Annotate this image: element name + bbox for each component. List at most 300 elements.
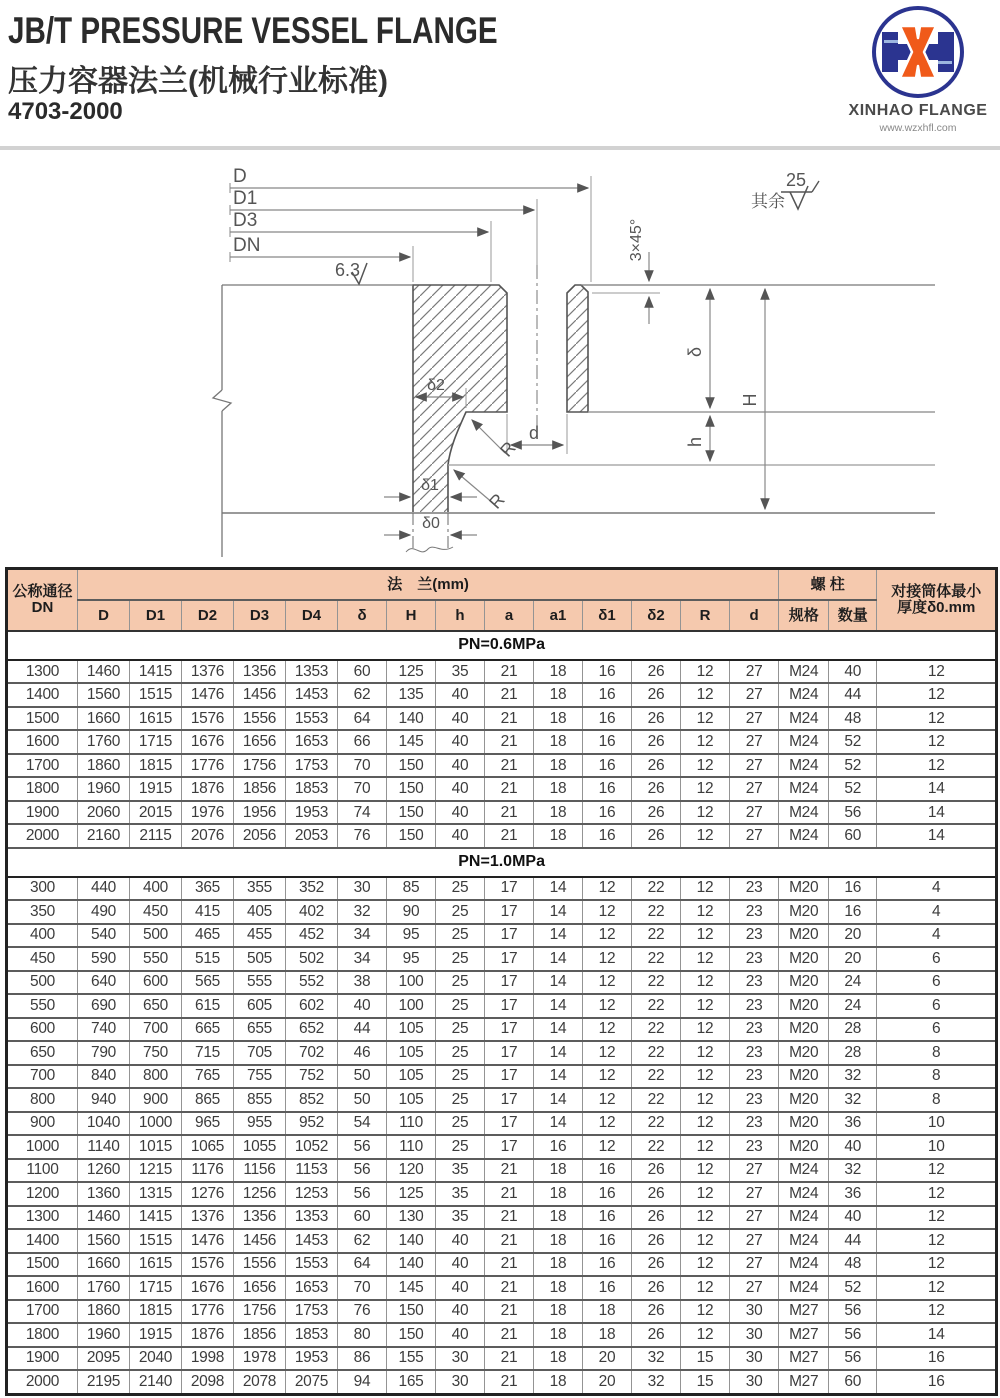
- table-row: [7, 777, 997, 800]
- table-cell: 26: [632, 777, 681, 800]
- table-cell: 26: [632, 1206, 681, 1229]
- table-cell: 26: [632, 1276, 681, 1299]
- table-cell: M24: [779, 660, 829, 683]
- table-cell: 16: [583, 777, 632, 800]
- table-cell: 12: [681, 971, 730, 994]
- table-cell: 32: [632, 1370, 681, 1394]
- table-cell: 100: [387, 994, 436, 1017]
- table-row: [7, 1159, 997, 1182]
- table-cell: 12: [681, 1276, 730, 1299]
- header-dn: [7, 569, 78, 632]
- table-cell: 12: [681, 1229, 730, 1252]
- table-cell: 400: [130, 877, 182, 900]
- table-cell: 22: [632, 1041, 681, 1064]
- table-cell: 12: [877, 1300, 997, 1323]
- table-cell: M20: [779, 1088, 829, 1111]
- page-subtitle-cn: 压力容器法兰(机械行业标准): [8, 65, 388, 98]
- table-cell: 1776: [182, 754, 234, 777]
- table-cell: 1453: [286, 683, 338, 706]
- table-cell: 40: [436, 683, 485, 706]
- table-cell: 1653: [286, 1276, 338, 1299]
- table-cell: 12: [877, 707, 997, 730]
- table-cell: 27: [730, 824, 779, 847]
- table-cell: 965: [182, 1112, 234, 1135]
- table-cell: 26: [632, 730, 681, 753]
- table-cell: 1176: [182, 1159, 234, 1182]
- table-cell: 955: [234, 1112, 286, 1135]
- table-cell: 12: [877, 1206, 997, 1229]
- table-cell: 140: [387, 707, 436, 730]
- table-cell: 490: [78, 900, 130, 923]
- table-cell: 700: [130, 1018, 182, 1041]
- table-cell: 1560: [78, 683, 130, 706]
- table-cell: 702: [286, 1041, 338, 1064]
- table-cell: 12: [681, 1253, 730, 1276]
- table-cell: 1276: [182, 1182, 234, 1205]
- table-cell: 14: [534, 900, 583, 923]
- table-cell: 12: [583, 877, 632, 900]
- table-row: [7, 924, 997, 947]
- header-dn-en: DN: [31, 599, 54, 616]
- table-cell: M27: [779, 1300, 829, 1323]
- table-cell: 80: [338, 1323, 387, 1346]
- table-cell: 16: [583, 1159, 632, 1182]
- table-cell: 16: [583, 730, 632, 753]
- table-cell: 22: [632, 1135, 681, 1158]
- table-cell: 20: [829, 924, 877, 947]
- table-cell: 715: [182, 1041, 234, 1064]
- table-cell: 60: [338, 1206, 387, 1229]
- table-cell: M24: [779, 1276, 829, 1299]
- table-cell: 700: [7, 1065, 78, 1088]
- col-header: a: [485, 600, 534, 631]
- table-cell: 1776: [182, 1300, 234, 1323]
- table-cell: 1015: [130, 1135, 182, 1158]
- table-cell: 76: [338, 824, 387, 847]
- table-cell: 12: [681, 1135, 730, 1158]
- table-cell: 17: [485, 1041, 534, 1064]
- table-cell: 16: [583, 824, 632, 847]
- table-cell: 70: [338, 777, 387, 800]
- table-cell: 755: [234, 1065, 286, 1088]
- table-cell: 740: [78, 1018, 130, 1041]
- table-cell: 22: [632, 877, 681, 900]
- table-cell: 62: [338, 1229, 387, 1252]
- table-cell: 440: [78, 877, 130, 900]
- table-cell: 1753: [286, 1300, 338, 1323]
- table-cell: 30: [730, 1347, 779, 1370]
- table-cell: 12: [583, 1112, 632, 1135]
- table-cell: 21: [485, 1347, 534, 1370]
- table-row: [7, 1112, 997, 1135]
- table-cell: 18: [534, 754, 583, 777]
- table-cell: 2115: [130, 824, 182, 847]
- table-cell: 40: [436, 754, 485, 777]
- surface-finish-value: 6.3: [335, 260, 361, 280]
- table-cell: 40: [338, 994, 387, 1017]
- table-cell: 12: [877, 1276, 997, 1299]
- table-cell: 28: [829, 1041, 877, 1064]
- table-cell: 1200: [7, 1182, 78, 1205]
- col-header: D1: [130, 600, 182, 631]
- table-cell: 18: [534, 1206, 583, 1229]
- table-cell: 21: [485, 824, 534, 847]
- table-cell: 12: [583, 1041, 632, 1064]
- table-cell: 17: [485, 1018, 534, 1041]
- table-cell: 14: [877, 1323, 997, 1346]
- table-cell: 12: [681, 1323, 730, 1346]
- table-cell: 15: [681, 1347, 730, 1370]
- table-cell: 23: [730, 947, 779, 970]
- table-cell: 23: [730, 1065, 779, 1088]
- table-cell: 32: [829, 1088, 877, 1111]
- table-cell: 600: [7, 1018, 78, 1041]
- table-cell: 150: [387, 1300, 436, 1323]
- chamfer-label: 3×45°: [628, 218, 645, 262]
- table-cell: 26: [632, 683, 681, 706]
- table-cell: 6: [877, 971, 997, 994]
- table-cell: 22: [632, 947, 681, 970]
- dim-label-D3: D3: [233, 210, 258, 231]
- table-cell: 145: [387, 1276, 436, 1299]
- table-cell: 2040: [130, 1347, 182, 1370]
- col-header: H: [387, 600, 436, 631]
- table-cell: 16: [583, 1229, 632, 1252]
- table-cell: 1915: [130, 1323, 182, 1346]
- table-cell: 40: [436, 1300, 485, 1323]
- table-cell: 1876: [182, 777, 234, 800]
- table-cell: 2075: [286, 1370, 338, 1394]
- table-cell: 550: [130, 947, 182, 970]
- table-cell: 18: [534, 707, 583, 730]
- table-cell: 56: [829, 801, 877, 824]
- table-cell: 1660: [78, 1253, 130, 1276]
- table-cell: 27: [730, 1159, 779, 1182]
- table-cell: 32: [632, 1347, 681, 1370]
- table-cell: 150: [387, 824, 436, 847]
- table-cell: 2076: [182, 824, 234, 847]
- table-row: [7, 1206, 997, 1229]
- table-cell: 12: [681, 683, 730, 706]
- table-cell: 1615: [130, 1253, 182, 1276]
- table-cell: 2078: [234, 1370, 286, 1394]
- table-cell: 1760: [78, 730, 130, 753]
- table-cell: 300: [7, 877, 78, 900]
- table-cell: 12: [583, 1065, 632, 1088]
- table-cell: 1153: [286, 1159, 338, 1182]
- table-cell: 155: [387, 1347, 436, 1370]
- page-header: [0, 0, 1000, 146]
- table-cell: 40: [436, 1323, 485, 1346]
- col-header: a1: [534, 600, 583, 631]
- table-cell: 25: [436, 994, 485, 1017]
- table-cell: 350: [7, 900, 78, 923]
- table-cell: 515: [182, 947, 234, 970]
- table-cell: 21: [485, 707, 534, 730]
- table-cell: 40: [436, 1253, 485, 1276]
- header-dn-cn: 公称通径: [12, 583, 73, 601]
- table-cell: 1553: [286, 707, 338, 730]
- table-cell: 140: [387, 1253, 436, 1276]
- table-cell: 30: [338, 877, 387, 900]
- table-cell: 46: [338, 1041, 387, 1064]
- table-cell: 12: [681, 900, 730, 923]
- table-cell: 135: [387, 683, 436, 706]
- table-cell: 56: [829, 1347, 877, 1370]
- table-cell: 40: [829, 660, 877, 683]
- col-header: δ2: [632, 600, 681, 631]
- col-header: 数量: [829, 600, 877, 631]
- table-cell: 2053: [286, 824, 338, 847]
- table-cell: 95: [387, 947, 436, 970]
- table-cell: 32: [829, 1159, 877, 1182]
- table-cell: 452: [286, 924, 338, 947]
- table-cell: 26: [632, 824, 681, 847]
- table-cell: 60: [829, 1370, 877, 1394]
- table-cell: 27: [730, 683, 779, 706]
- table-cell: 56: [338, 1159, 387, 1182]
- table-row: [7, 707, 997, 730]
- table-cell: 1553: [286, 1253, 338, 1276]
- table-cell: 18: [534, 1253, 583, 1276]
- table-cell: 14: [534, 947, 583, 970]
- table-cell: 130: [387, 1206, 436, 1229]
- header-shell-line2: 厚度δ0.mm: [897, 599, 976, 616]
- table-cell: 18: [534, 1323, 583, 1346]
- table-cell: 1356: [234, 1206, 286, 1229]
- table-cell: 25: [436, 1018, 485, 1041]
- table-cell: 22: [632, 1065, 681, 1088]
- table-cell: 1760: [78, 1276, 130, 1299]
- table-cell: 1853: [286, 1323, 338, 1346]
- table-cell: 18: [583, 1323, 632, 1346]
- table-cell: 17: [485, 877, 534, 900]
- table-cell: 1556: [234, 1253, 286, 1276]
- dim-label-delta2: δ2: [427, 377, 445, 394]
- table-cell: 35: [436, 1182, 485, 1205]
- table-cell: 14: [534, 1112, 583, 1135]
- table-cell: 12: [877, 754, 997, 777]
- table-cell: M27: [779, 1323, 829, 1346]
- col-header: δ: [338, 600, 387, 631]
- table-cell: 12: [583, 947, 632, 970]
- table-cell: 27: [730, 777, 779, 800]
- table-cell: 12: [681, 1065, 730, 1088]
- table-cell: 21: [485, 1276, 534, 1299]
- dim-label-delta: δ: [685, 346, 705, 358]
- table-cell: 40: [436, 801, 485, 824]
- table-cell: 1476: [182, 1229, 234, 1252]
- table-cell: 16: [829, 877, 877, 900]
- table-cell: 1353: [286, 1206, 338, 1229]
- table-cell: 27: [730, 754, 779, 777]
- table-cell: 26: [632, 754, 681, 777]
- table-cell: 12: [681, 877, 730, 900]
- table-cell: 655: [234, 1018, 286, 1041]
- page-title: JB/T PRESSURE VESSEL FLANGE: [8, 10, 498, 51]
- table-cell: 21: [485, 1159, 534, 1182]
- table-row: [7, 1370, 997, 1394]
- table-cell: 18: [534, 824, 583, 847]
- table-cell: 34: [338, 924, 387, 947]
- table-cell: 1715: [130, 730, 182, 753]
- table-cell: 1615: [130, 707, 182, 730]
- table-cell: 1856: [234, 1323, 286, 1346]
- table-cell: 1315: [130, 1182, 182, 1205]
- table-cell: 90: [387, 900, 436, 923]
- table-row: [7, 1065, 997, 1088]
- table-cell: 1856: [234, 777, 286, 800]
- table-cell: 12: [681, 1182, 730, 1205]
- table-cell: 1876: [182, 1323, 234, 1346]
- table-cell: M24: [779, 683, 829, 706]
- table-cell: 2060: [78, 801, 130, 824]
- table-cell: 1960: [78, 777, 130, 800]
- table-row: [7, 683, 997, 706]
- company-logo: [840, 4, 996, 144]
- table-cell: 21: [485, 1182, 534, 1205]
- table-row: [7, 971, 997, 994]
- table-cell: 1415: [130, 1206, 182, 1229]
- table-cell: 25: [436, 1065, 485, 1088]
- table-cell: 105: [387, 1018, 436, 1041]
- table-cell: 1556: [234, 707, 286, 730]
- table-cell: 855: [234, 1088, 286, 1111]
- table-cell: 26: [632, 707, 681, 730]
- dim-label-d: d: [528, 423, 540, 443]
- table-cell: 14: [534, 1041, 583, 1064]
- table-cell: 12: [681, 947, 730, 970]
- table-cell: 1656: [234, 1276, 286, 1299]
- table-cell: M24: [779, 1206, 829, 1229]
- table-cell: 2095: [78, 1347, 130, 1370]
- table-cell: 30: [730, 1323, 779, 1346]
- table-cell: 44: [829, 683, 877, 706]
- table-cell: 64: [338, 707, 387, 730]
- table-cell: 12: [681, 1088, 730, 1111]
- table-cell: 1353: [286, 660, 338, 683]
- table-cell: 2140: [130, 1370, 182, 1394]
- table-cell: 12: [681, 1206, 730, 1229]
- table-cell: 27: [730, 660, 779, 683]
- table-cell: 23: [730, 1112, 779, 1135]
- table-cell: 1960: [78, 1323, 130, 1346]
- table-cell: 105: [387, 1065, 436, 1088]
- table-cell: 40: [829, 1206, 877, 1229]
- table-cell: 48: [829, 1253, 877, 1276]
- table-cell: M24: [779, 801, 829, 824]
- spec-table-wrap: [5, 567, 995, 1396]
- table-cell: 1376: [182, 660, 234, 683]
- table-cell: 502: [286, 947, 338, 970]
- table-row: [7, 660, 997, 683]
- table-cell: 12: [583, 1088, 632, 1111]
- table-cell: 64: [338, 1253, 387, 1276]
- table-cell: 23: [730, 1018, 779, 1041]
- table-cell: 1156: [234, 1159, 286, 1182]
- table-cell: 145: [387, 730, 436, 753]
- table-cell: 1300: [7, 660, 78, 683]
- table-cell: 900: [130, 1088, 182, 1111]
- table-row: [7, 1276, 997, 1299]
- table-cell: 1000: [130, 1112, 182, 1135]
- table-cell: M20: [779, 1135, 829, 1158]
- table-cell: 12: [877, 1182, 997, 1205]
- table-cell: 12: [877, 1159, 997, 1182]
- rest-label: 其余: [751, 192, 785, 211]
- table-cell: 16: [583, 707, 632, 730]
- table-cell: 22: [632, 971, 681, 994]
- table-cell: 27: [730, 801, 779, 824]
- table-cell: 1700: [7, 1300, 78, 1323]
- header-shell: [877, 569, 997, 632]
- table-cell: 165: [387, 1370, 436, 1394]
- table-cell: 18: [534, 1182, 583, 1205]
- table-cell: 14: [534, 1018, 583, 1041]
- table-cell: 21: [485, 1253, 534, 1276]
- table-cell: M20: [779, 900, 829, 923]
- table-cell: 26: [632, 1253, 681, 1276]
- table-cell: M20: [779, 947, 829, 970]
- table-cell: 26: [632, 801, 681, 824]
- table-cell: 62: [338, 683, 387, 706]
- table-cell: 10: [877, 1112, 997, 1135]
- table-cell: 54: [338, 1112, 387, 1135]
- table-cell: 38: [338, 971, 387, 994]
- table-cell: 1460: [78, 1206, 130, 1229]
- table-cell: 30: [436, 1347, 485, 1370]
- table-cell: 2000: [7, 824, 78, 847]
- table-cell: 22: [632, 1088, 681, 1111]
- table-cell: 50: [338, 1065, 387, 1088]
- table-cell: 650: [7, 1041, 78, 1064]
- table-cell: 52: [829, 754, 877, 777]
- table-cell: 40: [436, 1276, 485, 1299]
- header-divider: [0, 146, 1000, 150]
- table-cell: 23: [730, 1088, 779, 1111]
- table-cell: 4: [877, 900, 997, 923]
- table-cell: 56: [829, 1300, 877, 1323]
- table-cell: 1453: [286, 1229, 338, 1252]
- flange-body-right: [567, 285, 588, 412]
- table-cell: 690: [78, 994, 130, 1017]
- table-cell: 12: [681, 754, 730, 777]
- table-cell: M20: [779, 877, 829, 900]
- table-cell: 1915: [130, 777, 182, 800]
- table-row: [7, 947, 997, 970]
- table-cell: 10: [877, 1135, 997, 1158]
- table-cell: 550: [7, 994, 78, 1017]
- table-cell: 16: [877, 1370, 997, 1394]
- table-cell: 14: [534, 994, 583, 1017]
- table-cell: 30: [730, 1300, 779, 1323]
- logo-name: XINHAO FLANGE: [848, 102, 988, 119]
- table-cell: 25: [436, 924, 485, 947]
- table-row: [7, 994, 997, 1017]
- table-cell: 110: [387, 1135, 436, 1158]
- table-cell: 18: [534, 1300, 583, 1323]
- table-cell: 18: [534, 1370, 583, 1394]
- table-cell: 505: [234, 947, 286, 970]
- table-cell: 94: [338, 1370, 387, 1394]
- table-cell: 12: [877, 683, 997, 706]
- table-cell: 26: [632, 1182, 681, 1205]
- col-header: δ1: [583, 600, 632, 631]
- table-cell: 1253: [286, 1182, 338, 1205]
- table-cell: 12: [681, 1041, 730, 1064]
- table-cell: 355: [234, 877, 286, 900]
- table-cell: 28: [829, 1018, 877, 1041]
